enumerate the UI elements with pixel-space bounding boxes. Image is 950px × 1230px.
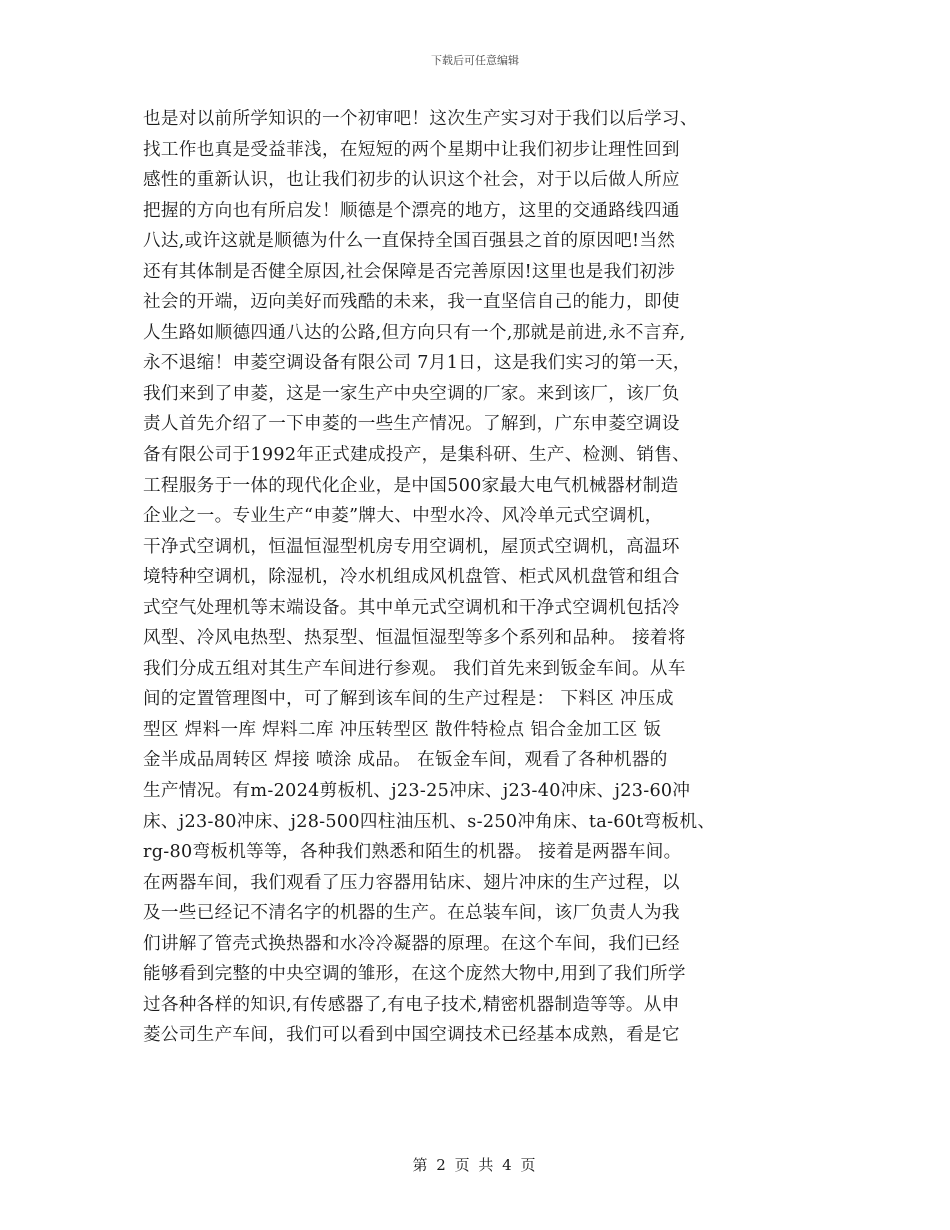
text-line: 境特种空调机，除湿机，冷水机组成风机盘管、柜式风机盘管和组合	[143, 567, 680, 588]
text-line: 床、j23-80冲床、j28-500四柱油压机、s-250冲角床、ta-60t弯板机、	[143, 811, 716, 832]
text-line: 八达,或许这就是顺德为什么一直保持全国百强县之首的原因吧!当然	[143, 231, 676, 252]
text-line: 在两器车间，我们观看了压力容器用钻床、翅片冲床的生产过程，以	[143, 872, 680, 893]
text-line: 把握的方向也有所启发！顺德是个漂亮的地方，这里的交通路线四通	[143, 200, 680, 221]
text-line: 菱公司生产车间，我们可以看到中国空调技术已经基本成熟，看是它	[143, 1025, 680, 1046]
text-line: 工程服务于一体的现代化企业，是中国500家最大电气机械器材制造	[143, 475, 679, 496]
text-line: 生产情况。有m-2024剪板机、j23-25冲床、j23-40冲床、j23-60冲	[143, 781, 691, 802]
text-line: 型区 焊料一库 焊料二库 冲压转型区 散件特检点 铝合金加工区 钣	[143, 719, 662, 740]
text-line: 也是对以前所学知识的一个初审吧！这次生产实习对于我们以后学习、	[143, 109, 698, 129]
text-line: 我们分成五组对其生产车间进行参观。 我们首先来到钣金车间。从车	[143, 658, 686, 679]
text-line: 金半成品周转区 焊接 喷涂 成品。 在钣金车间，观看了各种机器的	[143, 750, 668, 771]
text-line: 我们来到了申菱，这是一家生产中央空调的厂家。来到该厂，该厂负	[143, 383, 680, 404]
text-line: 干净式空调机，恒温恒湿型机房专用空调机，屋顶式空调机，高温环	[143, 536, 680, 557]
text-line: 间的定置管理图中，可了解到该车间的生产过程是： 下料区 冲压成	[143, 689, 674, 710]
text-line: 还有其体制是否健全原因,社会保障是否完善原因!这里也是我们初涉	[143, 261, 676, 282]
page-number-footer: 第 2 页 共 4 页	[412, 1156, 538, 1174]
text-line: 找工作也真是受益菲浅，在短短的两个星期中让我们初步让理性回到	[143, 139, 680, 160]
page-header: 下载后可任意编辑	[431, 54, 519, 67]
body-text	[143, 104, 833, 1051]
text-line: 风型、冷风电热型、热泵型、恒温恒湿型等多个系列和品种。 接着将	[143, 628, 686, 649]
text-line: 们讲解了管壳式换热器和水冷冷凝器的原理。在这个车间，我们已经	[143, 933, 680, 954]
text-line: 感性的重新认识，也让我们初步的认识这个社会，对于以后做人所应	[143, 170, 680, 191]
text-line: 能够看到完整的中央空调的雏形，在这个庞然大物中,用到了我们所学	[143, 964, 686, 985]
text-line: 备有限公司于1992年正式建成投产，是集科研、生产、检测、销售、	[143, 445, 691, 466]
text-line: rg-80弯板机等等，各种我们熟悉和陌生的机器。 接着是两器车间。	[143, 842, 682, 863]
text-line: 式空气处理机等末端设备。其中单元式空调机和干净式空调机包括冷	[143, 597, 680, 618]
text-line: 人生路如顺德四通八达的公路,但方向只有一个,那就是前进,永不言弃,	[143, 322, 686, 343]
text-line: 及一些已经记不清名字的机器的生产。在总装车间，该厂负责人为我	[143, 903, 680, 924]
text-line: 企业之一。专业生产“申菱”牌大、中型水冷、风冷单元式空调机，	[143, 506, 663, 527]
text-line: 过各种各样的知识,有传感器了,有电子技术,精密机器制造等等。从申	[143, 994, 680, 1015]
text-line: 责人首先介绍了一下申菱的一些生产情况。了解到，广东申菱空调设	[143, 414, 680, 435]
text-line: 永不退缩！申菱空调设备有限公司 7月1日，这是我们实习的第一天，	[143, 353, 691, 374]
text-line: 社会的开端，迈向美好而残酷的未来，我一直坚信自己的能力，即使	[143, 292, 680, 313]
